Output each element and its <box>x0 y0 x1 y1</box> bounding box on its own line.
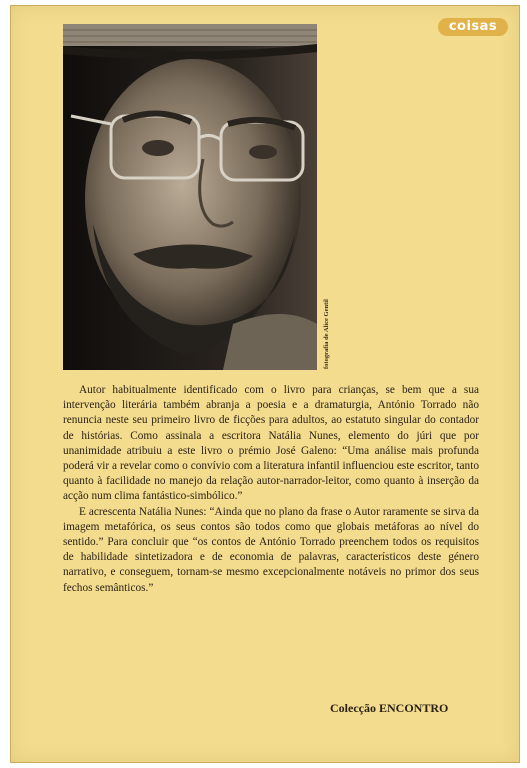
author-portrait-photo <box>63 24 317 370</box>
blurb-paragraph: Autor habitualmente identificado com o livro para crianças, se bem que a sua intervenção literária também abranja a poesia e a dramaturgia, António Torrado não renuncia neste seu primeiro livro de ficções para adultos, ao estatuto singular do contador de histórias. Como assinala a escritora Natália Nunes, elemento do júri que por unanimidade atribuiu a este livro o prémio José Galeno: “Uma análise mais profunda poderá vir a revelar como o convívio com a literatura infantil influenciou este escritor, tanto quanto à facilidade no manejo da relação autor-narrador-leitor, como quanto à inserção da acção num clima fantástico-simbólico.” <box>63 384 479 503</box>
series-name: Colecção ENCONTRO <box>330 701 449 715</box>
photo-credit: fotografia de Alice Gentil <box>323 299 330 369</box>
blurb-paragraph: E acrescenta Natália Nunes: “Ainda que no plano da frase o Autor raramente se sirva da imagem metafórica, os seus contos são todos como que globais metáforas ao nível do sentido.” Para concluir que “os contos de António Torrado preenchem todos os requisitos de habilidade sintetizadora e de economia de palavras, característicos deste género narrativo, e conseguem, tornam-se mesmo excepcionalmente notáveis no primor dos seus fechos semânticos.” <box>63 505 479 594</box>
blurb-text <box>63 383 479 596</box>
coisas-watermark-logo: coisas <box>438 18 508 36</box>
book-back-cover <box>10 5 520 763</box>
